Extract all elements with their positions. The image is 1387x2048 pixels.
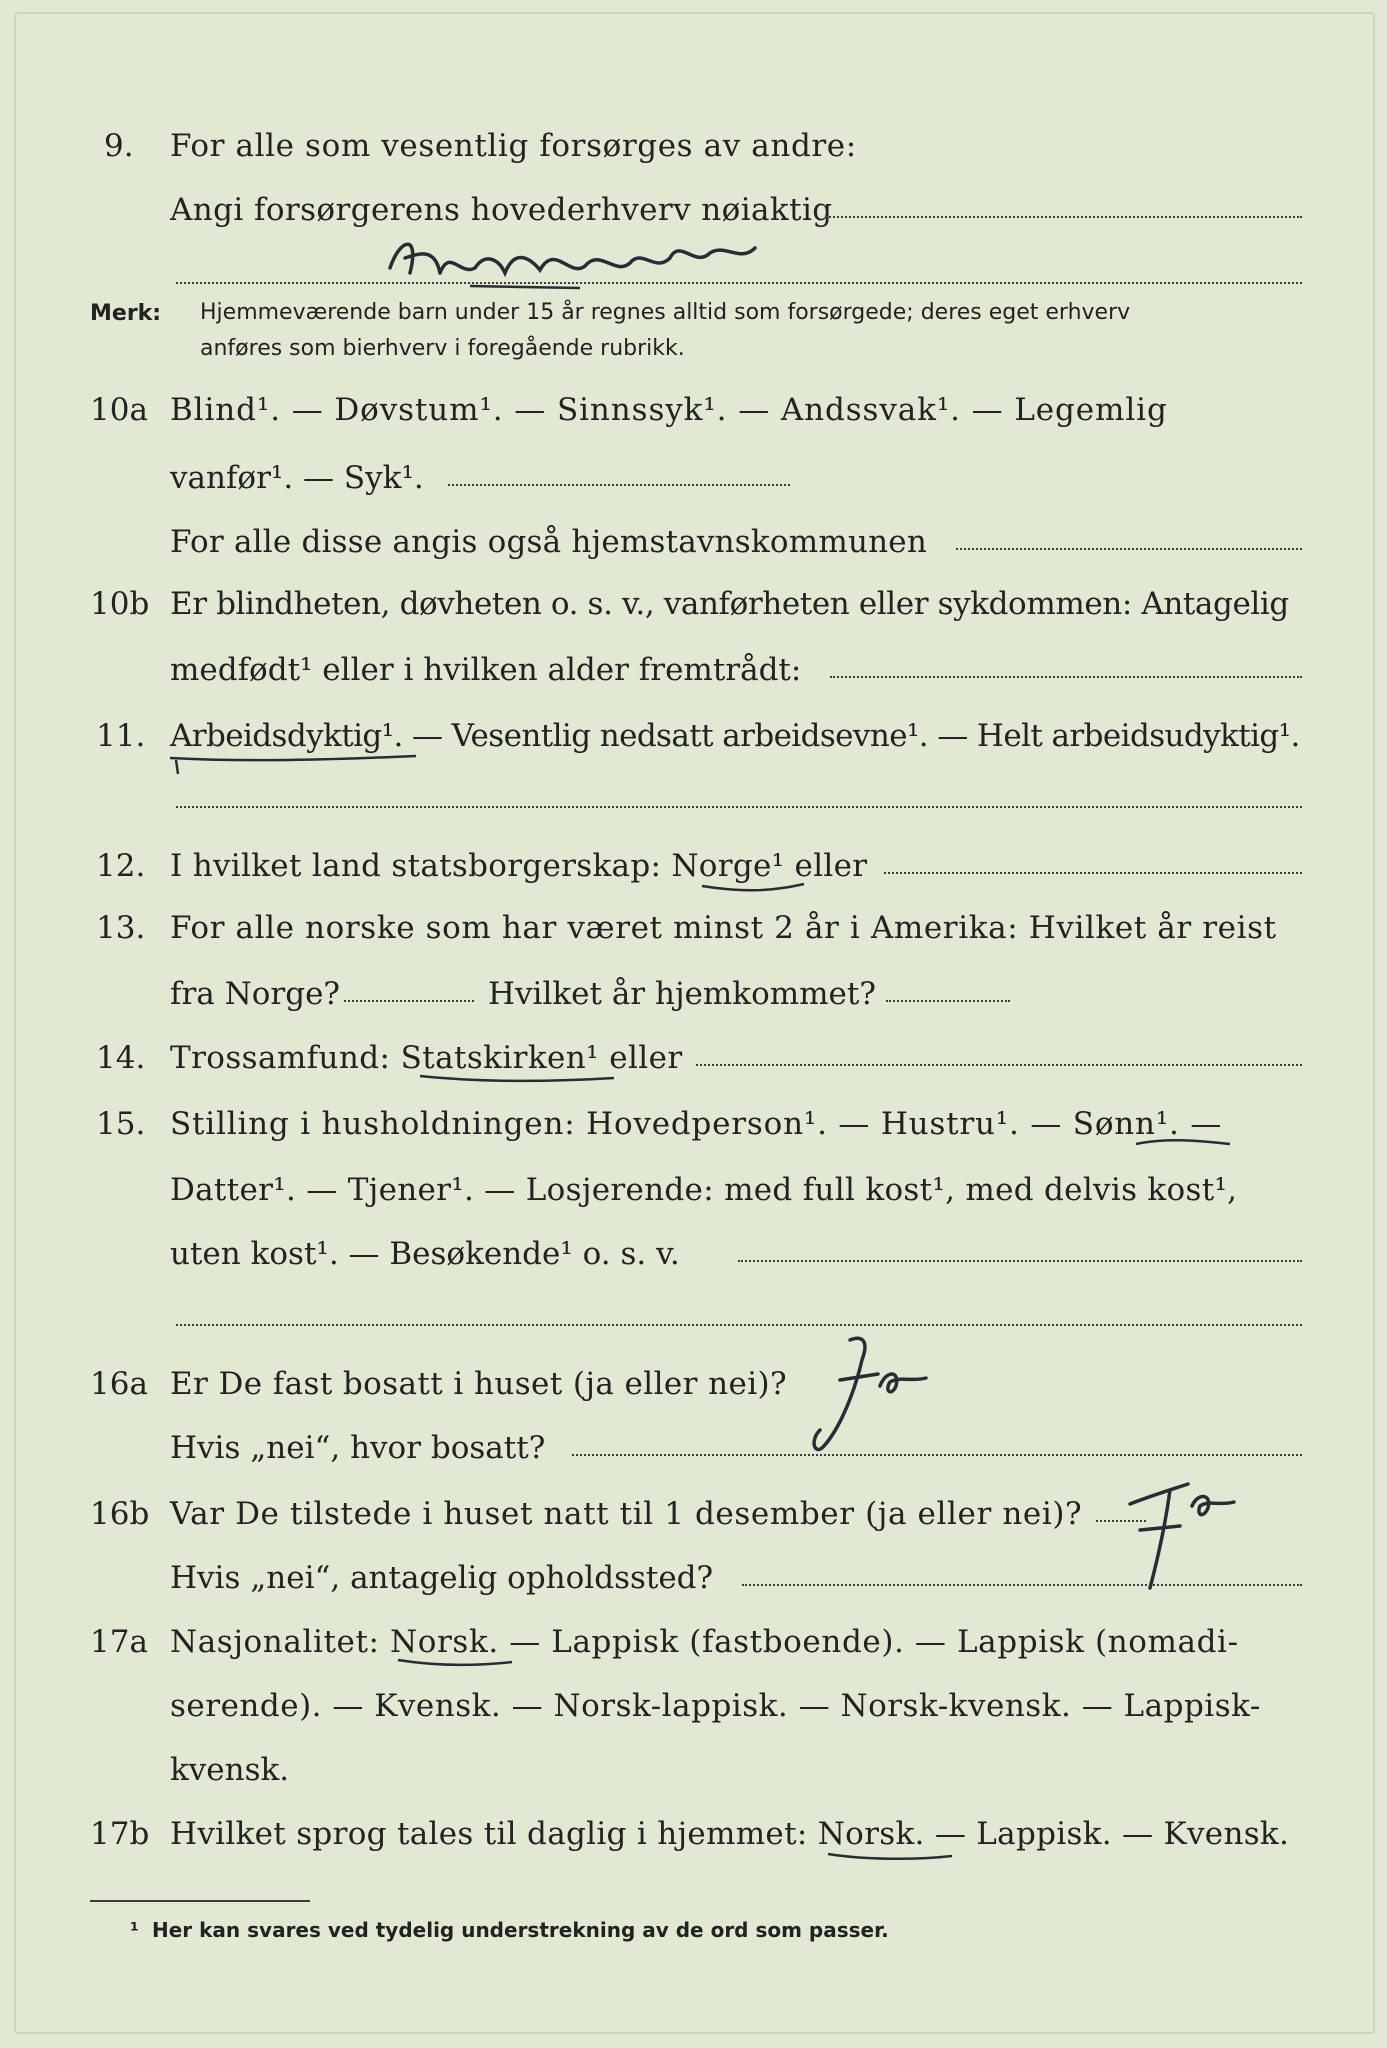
q11-answer-line (176, 806, 1302, 808)
q13-number: 13. (96, 910, 146, 946)
q13-line1: For alle norske som har været minst 2 år i Amerika: Hvilket år reist (170, 910, 1277, 946)
q12-number: 12. (96, 848, 146, 884)
q12-fill-line (884, 872, 1302, 874)
q16a-fill-line (572, 1454, 1302, 1456)
q10b-number: 10b (90, 586, 150, 622)
q11-number: 11. (96, 718, 146, 754)
q17a-number: 17a (90, 1624, 148, 1660)
q9-line2: Angi forsørgerens hovederhverv nøiaktig (170, 192, 833, 228)
q17b-underline-mark (826, 1850, 956, 1870)
q9-answer-handwriting (380, 228, 780, 298)
q13-line2a: fra Norge? (170, 976, 341, 1012)
q14-line1: Trossamfund: Statskirken¹ eller (170, 1040, 683, 1076)
q17a-underline-mark (396, 1656, 516, 1676)
q16b-answer-handwriting (1100, 1460, 1260, 1600)
q16a-number: 16a (90, 1366, 148, 1402)
merk-line1: Hjemmeværende barn under 15 år regnes alltid som forsørgede; deres eget erhverv (200, 300, 1131, 325)
q16a-line1: Er De fast bosatt i huset (ja eller nei)? (170, 1366, 788, 1402)
q12-line1: I hvilket land statsborgerskap: Norge¹ eller (170, 848, 868, 884)
q9-number: 9. (104, 128, 134, 164)
footnote-text: Her kan svares ved tydelig understrekning av de ord som passer. (152, 1918, 889, 1942)
q10b-fill-line (830, 676, 1302, 678)
q11-underline-mark (166, 752, 426, 782)
q17a-line3: kvensk. (170, 1752, 290, 1788)
q15-fill-line (738, 1260, 1302, 1262)
q9-answer-line (176, 282, 1302, 284)
q15-line1: Stilling i husholdningen: Hovedperson¹. — Hustru¹. — Sønn¹. — (170, 1106, 1223, 1142)
q17b-number: 17b (90, 1816, 150, 1852)
q15-answer-line (176, 1324, 1302, 1326)
q10a-line1: Blind¹. — Døvstum¹. — Sinnssyk¹. — Andssvak¹. — Legemlig (170, 392, 1168, 428)
q14-underline-mark (418, 1072, 618, 1092)
footnote-mark: ¹ (130, 1918, 139, 1942)
q14-fill-line (696, 1064, 1302, 1066)
q15-number: 15. (96, 1106, 146, 1142)
merk-label: Merk: (90, 301, 162, 326)
q16a-line2: Hvis „nei“, hvor bosatt? (170, 1430, 546, 1466)
q16a-answer-handwriting (800, 1330, 960, 1470)
q10a-fill-line-2 (956, 548, 1302, 550)
q10a-line2: vanfør¹. — Syk¹. (170, 460, 424, 496)
q9-fill-line (826, 216, 1302, 218)
q15-line2: Datter¹. — Tjener¹. — Losjerende: med full kost¹, med delvis kost¹, (170, 1172, 1238, 1208)
q10b-line1: Er blindheten, døvheten o. s. v., vanførheten eller sykdommen: Antagelig (170, 586, 1289, 622)
q17a-line1: Nasjonalitet: Norsk. — Lappisk (fastboende). — Lappisk (nomadi- (170, 1624, 1239, 1660)
q17b-line1: Hvilket sprog tales til daglig i hjemmet: Norsk. — Lappisk. — Kvensk. (170, 1816, 1290, 1852)
merk-line2: anføres som bierhverv i foregående rubrikk. (200, 336, 685, 361)
q16b-fill-line-2 (742, 1584, 1302, 1586)
q16b-line1: Var De tilstede i huset natt til 1 desember (ja eller nei)? (170, 1496, 1083, 1532)
q12-underline-mark (700, 880, 810, 900)
q10a-line3: For alle disse angis også hjemstavnskommunen (170, 524, 927, 560)
q15-underline-mark (1134, 1136, 1234, 1156)
q15-line3: uten kost¹. — Besøkende¹ o. s. v. (170, 1236, 680, 1272)
q13-fill-line-1 (344, 1000, 474, 1002)
q14-number: 14. (96, 1040, 146, 1076)
footnote-rule (90, 1900, 310, 1902)
q10b-line2: medfødt¹ eller i hvilken alder fremtrådt: (170, 652, 802, 688)
q13-fill-line-2 (886, 1000, 1010, 1002)
q13-line2b: Hvilket år hjemkommet? (488, 976, 876, 1012)
q16b-number: 16b (90, 1496, 150, 1532)
q17a-line2: serende). — Kvensk. — Norsk-lappisk. — Norsk-kvensk. — Lappisk- (170, 1688, 1261, 1724)
q10a-fill-line-1 (448, 484, 790, 486)
q11-line1: Arbeidsdyktig¹. — Vesentlig nedsatt arbeidsevne¹. — Helt arbeidsudyktig¹. (170, 718, 1300, 754)
q9-line1: For alle som vesentlig forsørges av andre: (170, 128, 857, 164)
q10a-number: 10a (90, 392, 148, 428)
q16b-line2: Hvis „nei“, antagelig opholdssted? (170, 1560, 714, 1596)
